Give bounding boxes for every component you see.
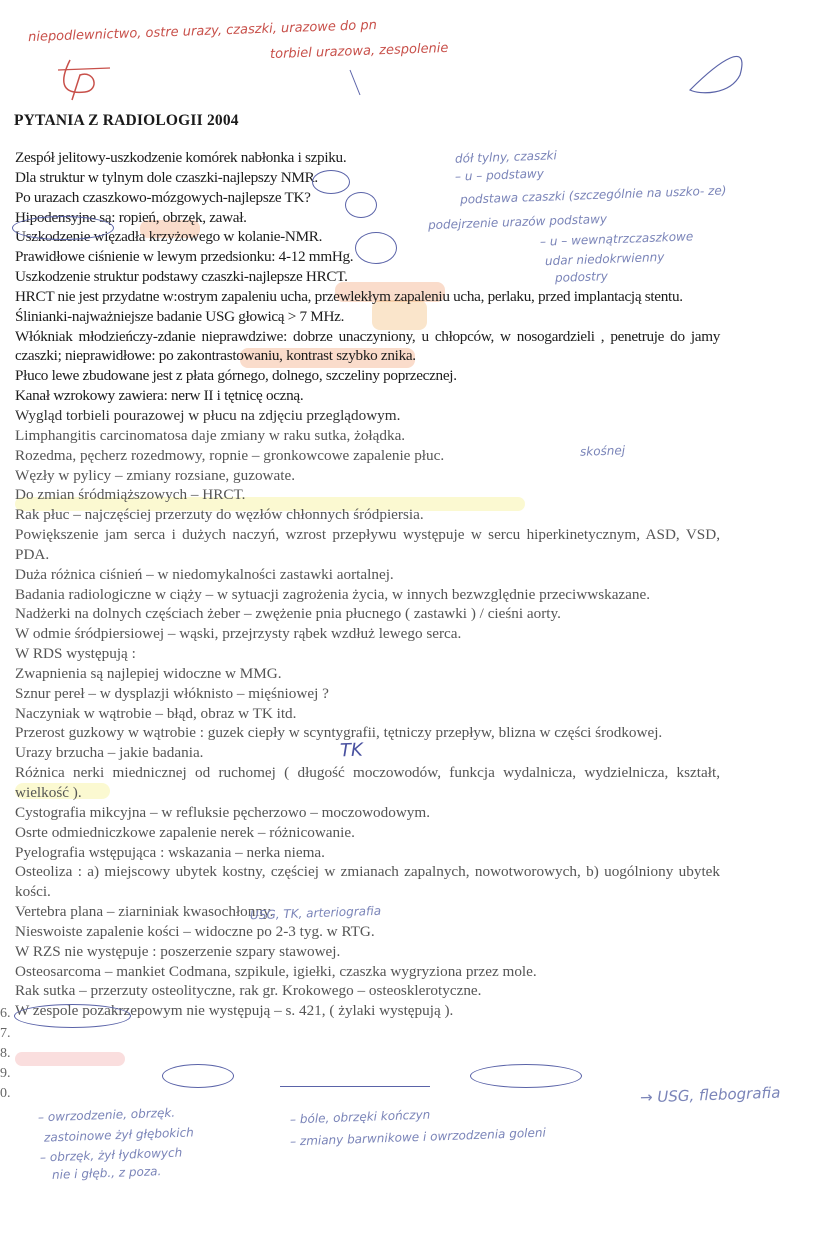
question-line: W zespole pozakrzepowym nie występują – s. 421, ( żylaki występują ).	[15, 1002, 454, 1020]
question-line: Pyelografia wstępująca : wskazania – nerka niema.	[15, 843, 325, 861]
question-list	[15, 148, 720, 1021]
handwritten-note: podostry	[554, 269, 609, 285]
handwritten-note: skośnej	[579, 443, 626, 459]
document-title: PYTANIA Z RADIOLOGII 2004	[14, 112, 239, 129]
handwritten-note: podstawa czaszki (szczególnie na uszko- ze)	[459, 183, 727, 207]
question-line: Osteoliza : a) miejscowy ubytek kostny, częściej w zmianach zapalnych, nowotworowych, b) uogólniony ubytek kości.	[15, 863, 720, 901]
handwritten-note: – u – podstawy	[454, 166, 545, 184]
question-line: Dla struktur w tylnym dole czaszki-najlepszy NMR.	[15, 168, 318, 186]
question-line: Prawidłowe ciśnienie w lewym przedsionku: 4-12 mmHg.	[15, 248, 354, 266]
question-line: W RZS nie występuje : poszerzenie szpary stawowej.	[15, 942, 341, 960]
ink-circle	[280, 1083, 430, 1087]
question-line: Limphangitis carcinomatosa daje zmiany w raku sutka, żołądka.	[15, 426, 406, 444]
handwritten-note: TK	[339, 739, 364, 762]
question-line: Sznur pereł – w dysplazji włóknisto – mięśniowej ?	[15, 684, 329, 702]
question-line: Badania radiologiczne w ciąży – w sytuacji zagrożenia życia, w innych bezwzględnie przeciwwskazane.	[15, 585, 651, 603]
question-line: HRCT nie jest przydatne w:ostrym zapaleniu ucha, przewlekłym zapaleniu ucha, perlaku, przed implantacją stentu.	[15, 287, 683, 305]
question-line: Rak płuc – najczęściej przerzuty do węzłów chłonnych śródpiersia.	[15, 506, 424, 524]
margin-number: 6.	[0, 1006, 11, 1021]
question-line: Kanał wzrokowy zawiera: nerw II i tętnicę oczną.	[15, 387, 304, 405]
margin-number: 7.	[0, 1026, 11, 1041]
question-line: Rozedma, pęcherz rozedmowy, ropnie – gronkowcowe zapalenie płuc.	[15, 446, 445, 464]
question-line: Uszkodzenie więzadła krzyżowego w kolanie-NMR.	[15, 228, 323, 246]
handwritten-note: – u – wewnątrzczaszkowe	[539, 229, 694, 249]
ink-circle	[470, 1064, 582, 1088]
margin-number: 0.	[0, 1086, 11, 1101]
question-line: Węzły w pylicy – zmiany rozsiane, guzowate.	[15, 466, 296, 484]
handwritten-note: udar niedokrwienny	[544, 249, 665, 269]
handwritten-note: – zmiany barwnikowe i owrzodzenia goleni	[289, 1125, 547, 1149]
question-line: Do zmian śródmiąższowych – HRCT.	[15, 486, 246, 504]
handwritten-note: torbiel urazowa, zespolenie	[269, 40, 449, 63]
handwritten-note: niepodlewnictwo, ostre urazy, czaszki, urazowe do pn	[27, 17, 378, 46]
question-line: Włókniak młodzieńczy-zdanie nieprawdziwe: dobrze unaczyniony, u chłopców, w nosogardzieli , penetruje do jamy czaszki; nieprawidłowe: po zakontrastowaniu, kontrast szybko znika.	[15, 327, 720, 365]
question-line: Różnica nerki miednicznej od ruchomej ( długość moczowodów, funkcja wydalnicza, wydzielnicza, kształt, wielkość ).	[15, 764, 720, 801]
ink-circle	[162, 1064, 234, 1088]
question-line: Duża różnica ciśnień – w niedomykalności zastawki aortalnej.	[15, 565, 394, 583]
question-line: Rak sutka – przerzuty osteolityczne, rak gr. Krokowego – osteosklerotyczne.	[15, 982, 482, 1000]
question-line: Zwapnienia są najlepiej widoczne w MMG.	[15, 664, 282, 682]
question-line: W odmie śródpiersiowej – wąski, przejrzysty rąbek wzdłuż lewego serca.	[15, 625, 462, 643]
question-line: Nadżerki na dolnych częściach żeber – zwężenie pnia płucnego ( zastawki ) / cieśni aorty.	[15, 605, 561, 623]
question-line: Wygląd torbieli pourazowej w płucu na zdjęciu przeglądowym.	[15, 406, 401, 424]
handwritten-note: dół tylny, czaszki	[454, 148, 558, 166]
question-line: Cystografia mikcyjna – w refluksie pęcherzowo – moczowodowym.	[15, 803, 431, 821]
question-line: Po urazach czaszkowo-mózgowych-najlepsze TK?	[15, 188, 311, 206]
question-line: Powiększenie jam serca i dużych naczyń, wzrost przepływu występuje w sercu hiperkinetycznym, ASD, VSD, PDA.	[15, 526, 720, 563]
margin-number: 9.	[0, 1066, 11, 1081]
margin-number: 8.	[0, 1046, 11, 1061]
question-line: Urazy brzucha – jakie badania.	[15, 744, 204, 762]
question-line: Uszkodzenie struktur podstawy czaszki-najlepsze HRCT.	[15, 268, 348, 286]
handwritten-note: USG, TK, arteriografia	[249, 903, 382, 923]
question-line: Ślinianki-najważniejsze badanie USG głowicą > 7 MHz.	[15, 307, 345, 325]
handwritten-note: nie i głęb., z poza.	[51, 1164, 162, 1182]
handwritten-note: podejrzenie urazów podstawy	[427, 211, 608, 233]
highlight-red	[15, 1052, 125, 1066]
question-line: Naczyniak w wątrobie – błąd, obraz w TK itd.	[15, 704, 297, 722]
question-line: W RDS występują :	[15, 645, 136, 663]
question-line: Hipodensyjne są: ropień, obrzęk, zawał.	[15, 208, 247, 226]
handwritten-note: → USG, flebografia	[639, 1083, 781, 1107]
handwritten-note: – owrzodzenie, obrzęk.	[37, 1105, 176, 1125]
question-line: Płuco lewe zbudowane jest z płata górnego, dolnego, szczeliny poprzecznej.	[15, 367, 457, 385]
handwritten-note: – obrzęk, żył łydkowych	[39, 1145, 183, 1165]
question-line: Osrte odmiedniczkowe zapalenie nerek – różnicowanie.	[15, 823, 355, 841]
question-line: Przerost guzkowy w wątrobie : guzek ciepły w scyntygrafii, tętniczy przepływ, blizna w części środkowej.	[15, 724, 663, 742]
handwritten-note: zastoinowe żył głębokich	[43, 1125, 194, 1145]
question-line: Nieswoiste zapalenie kości – widoczne po 2-3 tyg. w RTG.	[15, 922, 375, 940]
question-line: Osteosarcoma – mankiet Codmana, szpikule, igiełki, czaszka wygryziona przez mole.	[15, 962, 537, 980]
question-line: Zespół jelitowy-uszkodzenie komórek nabłonka i szpiku.	[15, 149, 347, 166]
question-line: Vertebra plana – ziarniniak kwasochłonny.	[15, 903, 274, 921]
handwritten-note: – bóle, obrzęki kończyn	[289, 1107, 431, 1127]
